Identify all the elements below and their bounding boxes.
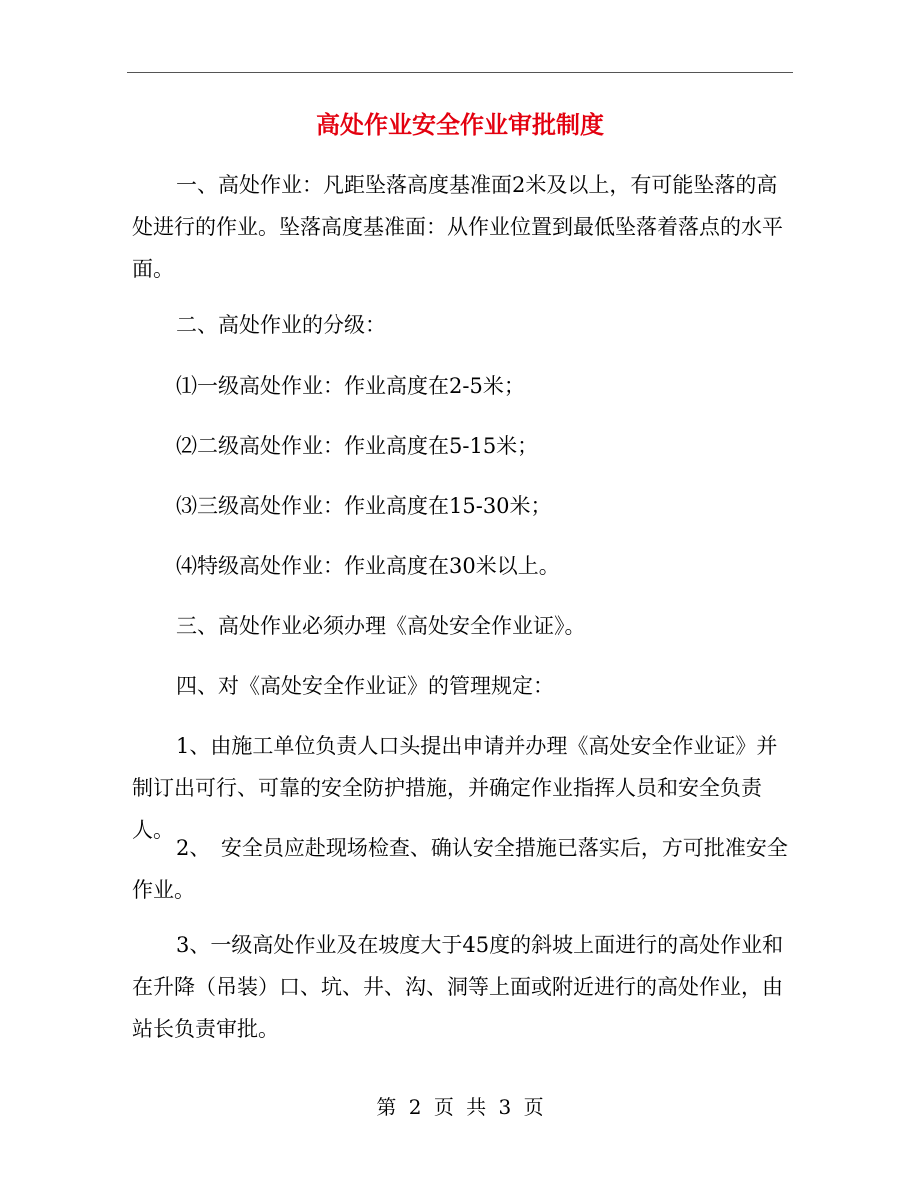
paragraph-rule-1: 1、由施工单位负责人口头提出申请并办理《高处安全作业证》并制订出可行、可靠的安全防护措施，并确定作业指挥人员和安全负责人。: [132, 734, 778, 842]
paragraph-level-3: ⑶三级高处作业：作业高度在15-30米；: [176, 494, 552, 518]
paragraph-classification-heading: 二、高处作业的分级：: [176, 313, 386, 337]
paragraph-rule-2: 2、 安全员应赴现场检查、确认安全措施已落实后，方可批准安全作业。: [132, 836, 788, 902]
paragraph-definition: 一、高处作业：凡距坠落高度基准面2米及以上，有可能坠落的高处进行的作业。坠落高度基准面：从作业位置到最低坠落着落点的水平面。: [132, 173, 783, 281]
paragraph-level-special: ⑷特级高处作业：作业高度在30米以上。: [176, 554, 560, 578]
document-title: 高处作业安全作业审批制度: [316, 110, 604, 139]
paragraph-level-1: ⑴一级高处作业：作业高度在2-5米；: [176, 374, 525, 398]
paragraph-permit-rules-heading: 四、对《高处安全作业证》的管理规定：: [176, 674, 554, 698]
paragraph-level-2: ⑵二级高处作业：作业高度在5-15米；: [176, 434, 539, 458]
paragraph-rule-3: 3、一级高处作业及在坡度大于45度的斜坡上面进行的高处作业和在升降（吊装）口、坑、井、沟、洞等上面或附近进行的高处作业，由站长负责审批。: [132, 933, 784, 1041]
paragraph-permit-required: 三、高处作业必须办理《高处安全作业证》。: [176, 614, 586, 638]
page-number: 第 2 页 共 3 页: [376, 1095, 544, 1119]
header-rule: [127, 72, 793, 73]
